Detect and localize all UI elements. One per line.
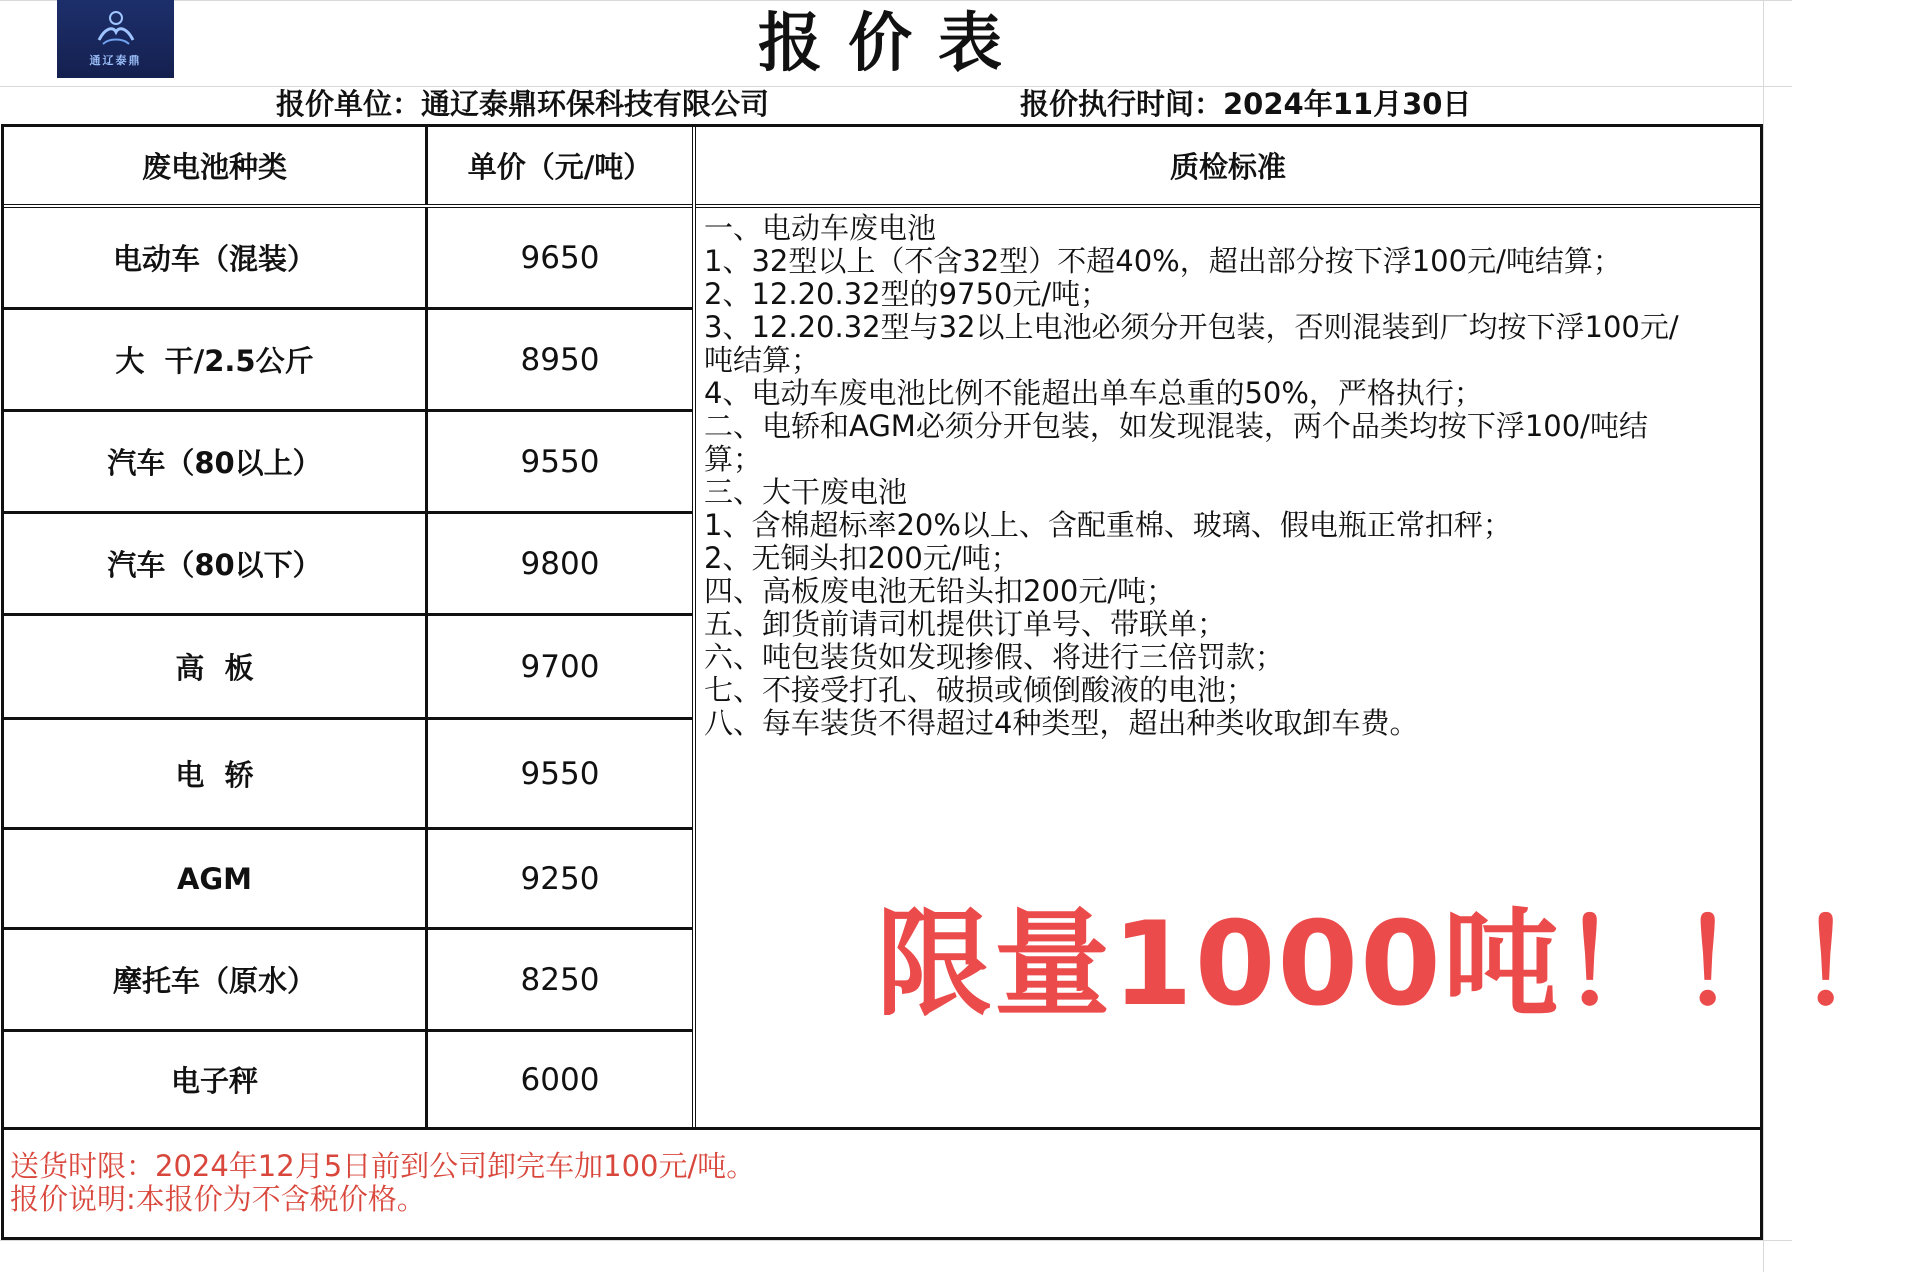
unit-price: 9550: [520, 443, 600, 480]
header-type: 废电池种类: [141, 150, 287, 184]
quality-standard-text: [704, 212, 1754, 740]
battery-type: 大 干/2.5公斤: [115, 344, 314, 378]
unit-price: 9650: [520, 239, 600, 276]
type-cell: [4, 830, 428, 927]
price-table: [1, 124, 1915, 1130]
sheet-gridline: [0, 86, 1792, 87]
table-row: [4, 1032, 692, 1127]
battery-type: 高 板: [175, 651, 254, 685]
sheet-gridline: [0, 0, 1792, 1]
table-row: [4, 310, 692, 412]
price-cell: [428, 616, 692, 717]
price-cell: [428, 514, 692, 613]
standard-line: 1、32型以上（不含32型）不超40%，超出部分按下浮100元/吨结算；: [704, 244, 1622, 278]
battery-type: 汽车（80以上）: [107, 446, 322, 480]
standard-line: 五、卸货前请司机提供订单号、带联单；: [704, 607, 1227, 641]
table-body: [4, 208, 692, 1127]
price-cell: [428, 310, 692, 409]
price-cell: [428, 930, 692, 1029]
standard-line: 一、电动车废电池: [704, 211, 937, 245]
standard-line: 六、吨包装货如发现掺假、将进行三倍罚款；: [704, 640, 1285, 674]
standard-line: 四、高板废电池无铅头扣200元/吨；: [704, 574, 1176, 608]
table-row: [4, 830, 692, 930]
type-cell: [4, 412, 428, 511]
quote-effective-time: 报价执行时间：2024年11月30日: [1020, 87, 1472, 121]
standard-line: 4、电动车废电池比例不能超出单车总重的50%，严格执行；: [704, 376, 1483, 410]
table-row: [4, 514, 692, 616]
price-cell: [428, 830, 692, 927]
standard-line: 二、电轿和AGM必须分开包装，如发现混装，两个品类均按下浮100/吨结: [704, 409, 1648, 443]
footer-notes: [1, 1128, 1763, 1240]
quantity-limit-banner: 限量1000吨！！！: [876, 897, 1915, 1032]
logo-text: 通辽泰鼎: [89, 54, 142, 67]
price-cell: [428, 720, 692, 827]
table-row: [4, 616, 692, 720]
table-row: [4, 720, 692, 830]
table-row: [4, 208, 692, 310]
header-price-cell: [428, 127, 692, 204]
unit-price: 9700: [520, 648, 600, 685]
type-cell: [4, 310, 428, 409]
standard-line: 2、无铜头扣200元/吨；: [704, 541, 1020, 575]
page-title: 报价表: [758, 7, 1028, 81]
type-cell: [4, 208, 428, 307]
price-cell: [428, 208, 692, 307]
unit-price: 6000: [520, 1061, 600, 1098]
table-row: [4, 930, 692, 1032]
battery-type: 摩托车（原水）: [112, 964, 316, 998]
standard-line: 算；: [704, 442, 763, 476]
header-price: 单价（元/吨）: [467, 150, 653, 184]
tax-note: 报价说明:本报价为不含税价格。: [10, 1182, 426, 1216]
header-type-cell: [4, 127, 428, 204]
standard-line: 3、12.20.32型与32以上电池必须分开包装，否则混装到厂均按下浮100元/: [704, 310, 1679, 344]
standard-line: 七、不接受打孔、破损或倾倒酸液的电池；: [704, 673, 1256, 707]
price-cell: [428, 412, 692, 511]
standard-line: 吨结算；: [704, 343, 821, 377]
battery-type: 电动车（混装）: [112, 242, 316, 276]
price-cell: [428, 1032, 692, 1127]
type-cell: [4, 514, 428, 613]
type-cell: [4, 720, 428, 827]
standard-line: 三、大干废电池: [704, 475, 908, 509]
unit-price: 9250: [520, 860, 600, 897]
quality-standard-column: [692, 127, 1915, 1127]
sheet-gridline: [1763, 0, 1764, 1272]
battery-type: AGM: [176, 861, 253, 896]
type-cell: [4, 1032, 428, 1127]
battery-type: 电子秤: [170, 1064, 258, 1098]
delivery-deadline-note: 送货时限：2024年12月5日前到公司卸完车加100元/吨。: [10, 1149, 756, 1183]
unit-price: 9550: [520, 755, 600, 792]
header-standard-cell: [696, 127, 1760, 208]
quote-unit: 报价单位：通辽泰鼎环保科技有限公司: [276, 87, 770, 121]
table-row: [4, 412, 692, 514]
table-header-row: [4, 127, 692, 208]
battery-type: 汽车（80以下）: [107, 548, 322, 582]
unit-price: 8250: [520, 961, 600, 998]
battery-type: 电 轿: [175, 758, 254, 792]
type-cell: [4, 930, 428, 1029]
standard-line: 2、12.20.32型的9750元/吨；: [704, 277, 1110, 311]
header-standard: 质检标准: [1169, 150, 1286, 184]
price-list-column: [4, 127, 692, 1127]
type-cell: [4, 616, 428, 717]
unit-price: 9800: [520, 545, 600, 582]
standard-line: 八、每车装货不得超过4种类型，超出种类收取卸车费。: [704, 706, 1419, 740]
sheet-gridline: [0, 1240, 1792, 1241]
standard-line: 1、含棉超标率20%以上、含配重棉、玻璃、假电瓶正常扣秤；: [704, 508, 1512, 542]
unit-price: 8950: [520, 341, 600, 378]
